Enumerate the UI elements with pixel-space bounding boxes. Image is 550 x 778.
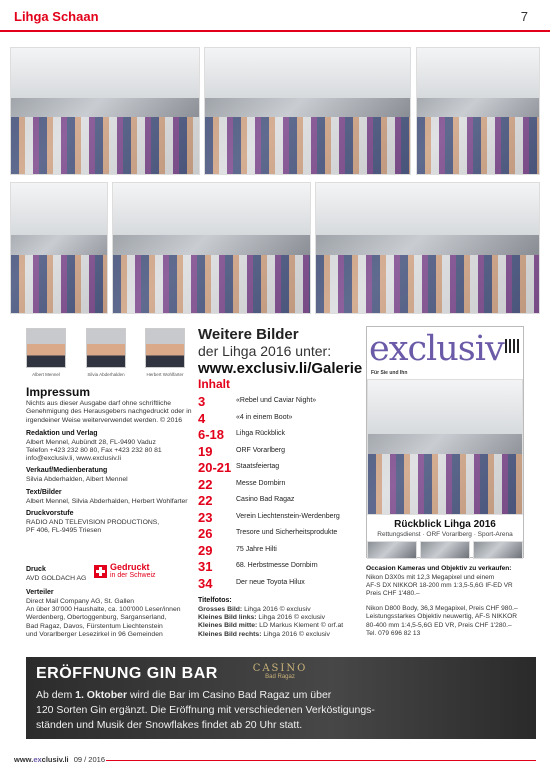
toc-page-number: 23 (198, 509, 213, 525)
gallery-link[interactable]: www.exclusiv.li/Galerie (198, 360, 363, 377)
cover-subline: Rettungsdienst · ORF Vorarlberg · Sport-Arena (377, 531, 513, 538)
block-line: RADIO AND TELEVISION PRODUCTIONS, (26, 518, 160, 526)
toc-item[interactable] (198, 445, 358, 459)
toc-item[interactable] (198, 527, 358, 541)
block-line: PF 406, FL-9495 Triesen (26, 527, 102, 534)
block-heading: Verkauf/Medienberatung (26, 467, 108, 474)
occasion-line: 80-400 mm 1:4,5-5,6G ED VR, Preis CHF 1'280.– (366, 621, 512, 629)
cover-main-photo (367, 379, 523, 515)
block-line: Silvia Abderhalden, Albert Mennel (26, 475, 128, 483)
occasion-ad (366, 565, 546, 638)
photo-beer-toast (416, 47, 540, 175)
occasion-line: Nikon D800 Body, 36,3 Megapixel, Preis CHF 980.– (366, 604, 518, 612)
toc-page-number: 22 (198, 476, 213, 492)
impressum-block-verteiler (26, 589, 196, 640)
section-title: Lihga Schaan (14, 9, 99, 24)
impressum-block-druckvorstufe (26, 510, 196, 535)
titelfotos (198, 597, 368, 639)
block-line: Werdenberg, Obertoggenburg, Sarganserland, (26, 614, 167, 622)
toc-item-title: 68. Herbstmesse Dornbirn (236, 562, 318, 569)
block-line: Direct Mail Company AG, St. Gallen (26, 597, 135, 605)
toc-item-title: «Rebel und Caviar Night» (236, 397, 317, 404)
photo-stage-performance (10, 47, 200, 175)
casino-logo (240, 663, 320, 680)
cover-logo: exclusiv (369, 329, 504, 369)
titelfotos-line: Grosses Bild: Lihga 2016 © exclusiv (198, 605, 311, 613)
portrait-caption: Herbert Wohlfarter (146, 372, 184, 377)
toc-item[interactable] (198, 412, 358, 426)
footer-rule (106, 760, 536, 761)
casino-logo-sub: Bad Ragaz (265, 674, 295, 680)
toc-item-title: Casino Bad Ragaz (236, 496, 295, 503)
block-line: Bad Ragaz, Davos, Fürstentum Liechtenstein (26, 622, 163, 630)
header-rule (0, 30, 550, 32)
more-pictures-line2: der Lihga 2016 unter: (198, 343, 332, 359)
block-line: und Vorarlberger Lesezirkel in 96 Gemeinden (26, 631, 163, 639)
toc-item-title: Der neue Toyota Hilux (236, 578, 305, 586)
titelfotos-heading: Titelfotos: (198, 597, 232, 604)
toc-item-title: Lihga Rückblick (236, 430, 286, 437)
titelfotos-line: Kleines Bild rechts: Lihga 2016 © exclusiv (198, 630, 330, 638)
toc-item[interactable] (198, 395, 358, 409)
toc-title: Inhalt (198, 377, 230, 391)
titelfotos-line: Kleines Bild mitte: LD Markus Klement © orf.at (198, 622, 344, 630)
toc-item[interactable] (198, 478, 358, 492)
occasion-line: Preis CHF 1'480.– (366, 590, 420, 598)
block-heading: Druck (26, 566, 46, 573)
toc-item[interactable] (198, 544, 358, 558)
toc-item-title: Staatsfeiertag (236, 463, 280, 470)
photo-guests-table (204, 47, 411, 175)
swiss-print-line2: in der Schweiz (110, 572, 156, 579)
photo-group-men (112, 182, 311, 314)
cover-tagline: Für Sie und Ihn (371, 370, 408, 376)
block-heading: Redaktion und Verlag (26, 430, 98, 437)
photo-dancers (10, 182, 108, 314)
swiss-print-badge (94, 562, 184, 582)
cover-small-photo-right (473, 541, 523, 559)
block-line: AVD GOLDACH AG (26, 574, 87, 582)
toc-item[interactable] (198, 494, 358, 508)
toc-item-title: Messe Dornbirn (236, 479, 286, 487)
toc-page-number: 19 (198, 443, 213, 459)
impressum-block-verkauf (26, 467, 196, 484)
swiss-print-line1: Gedruckt (110, 562, 150, 572)
toc-item[interactable] (198, 511, 358, 525)
cover-qr-icon (505, 339, 519, 353)
cover-small-photo-left (367, 541, 417, 559)
toc-page-number: 31 (198, 559, 213, 574)
portrait-silvia-abderhalden (86, 328, 126, 368)
block-line: Albert Mennel, Silvia Abderhalden, Herbert Wohlfarter (26, 497, 188, 505)
occasion-line: Tel. 079 696 82 13 (366, 630, 421, 638)
ad-line-2: 120 Sorten Gin ergänzt. Die Eröffnung mit verschiedenen Verköstigungs- (36, 704, 375, 716)
photo-choir (315, 182, 540, 314)
ad-line-1: Ab dem 1. Oktober wird die Bar im Casino Bad Ragaz um über (36, 689, 332, 701)
toc-item-title: ORF Vorarlberg (236, 446, 286, 454)
toc-page-number: 34 (198, 575, 213, 591)
toc-page-number: 26 (198, 526, 213, 541)
toc-page-number: 4 (198, 410, 206, 426)
block-heading: Druckvorstufe (26, 510, 74, 517)
swiss-flag-icon (94, 565, 107, 578)
toc-page-number: 3 (198, 394, 206, 409)
toc-page-number: 6-18 (198, 427, 225, 442)
more-pictures-line1: Weitere Bilder (198, 326, 299, 343)
block-line: Telefon +423 232 80 80, Fax +423 232 80 81 (26, 447, 162, 454)
titelfotos-line: Kleines Bild links: Lihga 2016 © exclusiv (198, 614, 326, 621)
ad-title: ERÖFFNUNG GIN BAR (36, 665, 218, 682)
toc-item[interactable] (198, 577, 358, 591)
block-heading: Text/Bilder (26, 489, 62, 496)
block-line: Albert Mennel, Aubündt 28, FL-9490 Vaduz (26, 438, 156, 446)
toc-item-title: «4 in einem Boot» (236, 413, 293, 421)
toc-item[interactable] (198, 428, 358, 442)
toc-page-number: 29 (198, 542, 213, 558)
impressum-title: Impressum (26, 385, 91, 399)
cover-headline: Rückblick Lihga 2016 (394, 519, 496, 530)
cover-small-photo-middle (420, 541, 470, 559)
casino-logo-name: CASINO (252, 663, 308, 674)
block-line: info@exclusiv.li, www.exclusiv.li (26, 455, 122, 463)
occasion-line: Nikon D3X0s mit 12,3 Megapixel und einem (366, 573, 495, 581)
footer-issue: 09 / 2016 (73, 755, 105, 764)
portrait-herbert-wohlfarter (145, 328, 185, 368)
toc-page-number: 20-21 (198, 460, 232, 475)
portrait-caption: Albert Mennel (32, 372, 60, 377)
toc-item-title: 75 Jahre Hilti (236, 545, 277, 553)
toc-item[interactable] (198, 461, 358, 475)
portrait-albert-mennel (26, 328, 66, 368)
toc-item-title: Verein Liechtenstein-Werdenberg (236, 512, 340, 520)
block-heading: Verteiler (26, 589, 54, 596)
impressum-block-redaktion (26, 430, 196, 464)
footer-website: www.exclusiv.li 09 / 2016 (14, 755, 105, 764)
occasion-heading: Occasion Kameras und Objektiv zu verkaufen: (366, 565, 512, 572)
occasion-line: Leistungsstarkes Objektiv neuwertig, AF-S NIKKOR (366, 613, 517, 621)
ad-line-3: ständen und Musik der Snowflakes findet ab 20 Uhr statt. (36, 719, 303, 731)
gin-bar-ad[interactable] (26, 657, 536, 739)
impressum-intro: Nichts aus dieser Ausgabe darf ohne schriftliche Genehmigung des Herausgebers nachgedruckt oder in irgendeiner Weise weiterverwendet werden. © 2016 (26, 400, 192, 424)
portrait-caption: Silvia Abderhalden (87, 372, 125, 377)
toc-item[interactable] (198, 560, 358, 574)
block-line: An über 30'000 Haushalte, ca. 100'000 Leser/innen (26, 606, 181, 613)
toc-item-title: Tresore und Sicherheitsprodukte (236, 529, 338, 536)
occasion-line: AF-S DX NIKKOR 18-200 mm 1:3,5-5,6G IF-ED VR (366, 582, 513, 589)
toc-page-number: 22 (198, 493, 213, 508)
magazine-cover (366, 326, 524, 558)
page-number: 7 (520, 9, 528, 24)
impressum-block-text-bilder (26, 489, 196, 506)
